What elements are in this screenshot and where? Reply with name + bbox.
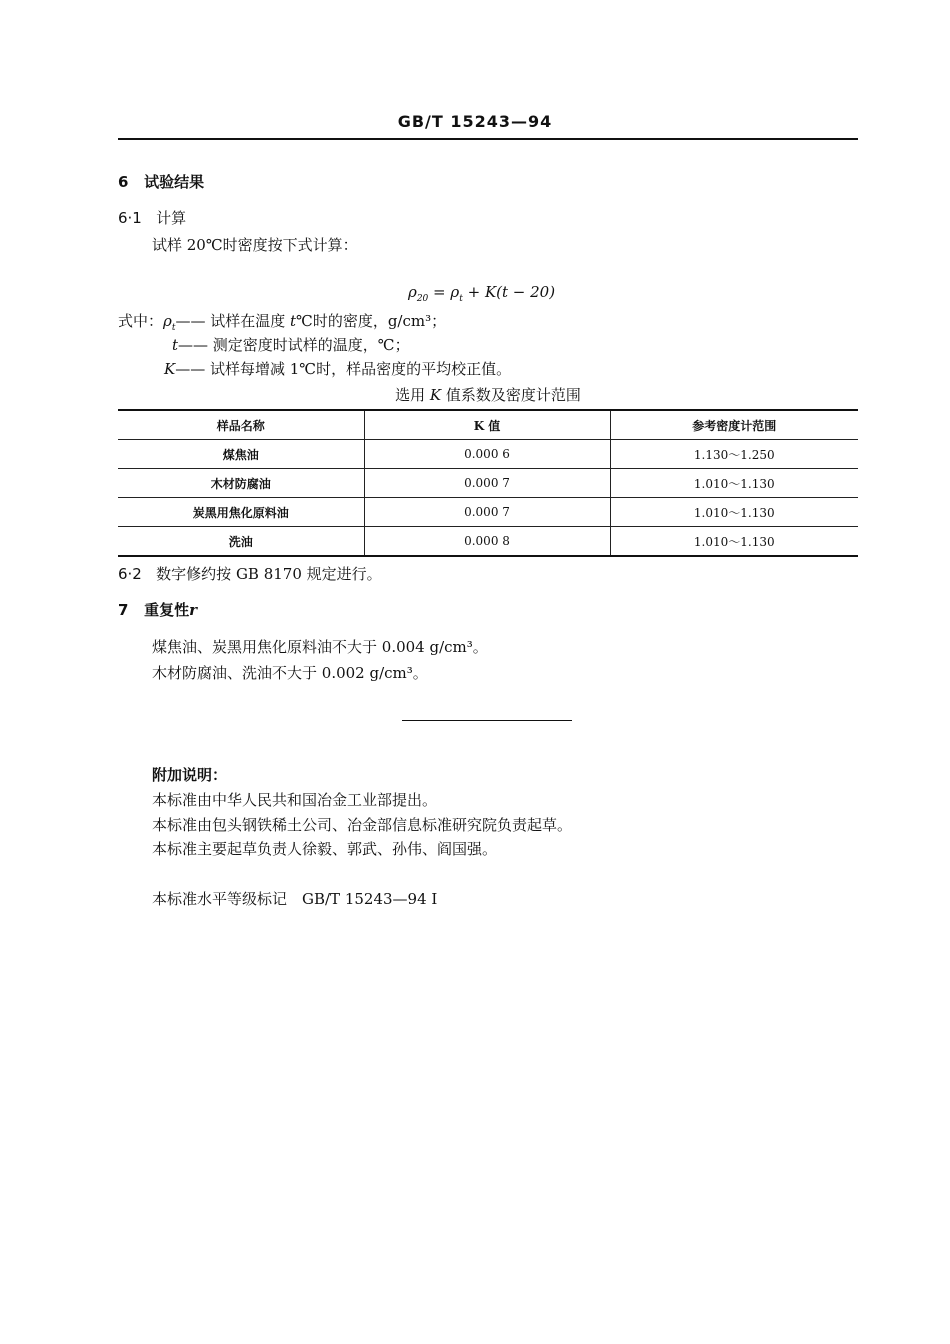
appendix-title: 附加说明： [152,766,228,784]
table-row [118,440,858,469]
k-value-cell: 0.000 8 [364,527,610,557]
section-6-2 [118,563,382,584]
section-6-heading [118,171,204,192]
header-sample-name: 样品名称 [118,410,364,440]
section-number: 6·2 [118,565,142,583]
table-row [118,527,858,557]
repeatability-symbol: r [189,601,198,619]
k-value-cell: 0.000 7 [364,469,610,498]
formula-sub-20: 20 [416,294,429,304]
t-symbol: t [172,336,179,354]
k-desc: —— 试样每增减 1℃时，样品密度的平均校正值。 [175,360,512,378]
appendix-line-3: 本标准主要起草负责人徐毅、郭武、孙伟、阎国强。 [152,840,498,858]
section-end-rule [402,720,572,721]
section-text: 数字修约按 GB 8170 规定进行。 [156,565,382,583]
rho-symbol: ρ [163,312,172,330]
formula-sub-t: t [459,294,463,304]
sample-name-cell: 炭黑用焦化原料油 [118,498,364,527]
density-formula [408,283,555,304]
range-cell: 1.010～1.130 [610,527,858,557]
rho-desc-a: —— 试样在温度 [175,312,291,330]
where-t-line [172,334,410,355]
section-title: 重复性 [144,601,190,619]
rho-subscript: t [171,323,176,333]
k-symbol: K [164,360,176,378]
standard-code-header: GB/T 15243—94 [397,112,553,131]
table-header-row [118,410,858,440]
section-number: 6 [118,173,129,191]
table-caption [0,384,950,405]
k-value-cell: 0.000 7 [364,498,610,527]
formula-mid: = ρ [428,283,460,301]
section-7-heading [118,599,197,620]
caption-b: 值系数及密度计范围 [441,386,581,404]
k-value-table [118,409,858,557]
section-title: 试验结果 [144,173,205,191]
caption-a: 选用 [395,386,430,404]
formula-rest: + K(t − 20) [462,283,556,301]
section-title: 计算 [156,209,187,227]
where-prefix: 式中： [118,312,164,330]
section-number: 7 [118,601,129,619]
standard-grade-mark: 本标准水平等级标记 GB/T 15243—94 I [152,890,438,908]
appendix-line-1: 本标准由中华人民共和国冶金工业部提出。 [152,791,438,809]
k-value-cell: 0.000 6 [364,440,610,469]
sample-name-cell: 洗油 [118,527,364,557]
range-cell: 1.130～1.250 [610,440,858,469]
where-k-line [164,358,511,379]
calculation-intro: 试样 20℃时密度按下式计算： [152,236,358,254]
where-rho-line [118,310,446,333]
sample-name-cell: 木材防腐油 [118,469,364,498]
appendix-line-2: 本标准由包头钢铁稀土公司、冶金部信息标准研究院负责起草。 [152,816,573,834]
table-row [118,498,858,527]
repeatability-line-1: 煤焦油、炭黑用焦化原料油不大于 0.004 g/cm³。 [152,638,488,656]
header-k-value: K 值 [364,410,610,440]
section-6-1-heading [118,207,186,228]
range-cell: 1.010～1.130 [610,469,858,498]
rho-desc-b: ℃时的密度，g/cm³； [296,312,447,330]
rho-desc-t: t [290,312,297,330]
t-desc: —— 测定密度时试样的温度，℃； [178,336,410,354]
header-hydrometer-range: 参考密度计范围 [610,410,858,440]
caption-k: K [429,386,442,404]
range-cell: 1.010～1.130 [610,498,858,527]
header-rule [118,138,858,140]
formula-rho: ρ [408,283,417,301]
sample-name-cell: 煤焦油 [118,440,364,469]
repeatability-line-2: 木材防腐油、洗油不大于 0.002 g/cm³。 [152,664,428,682]
table-row [118,469,858,498]
section-number: 6·1 [118,209,142,227]
